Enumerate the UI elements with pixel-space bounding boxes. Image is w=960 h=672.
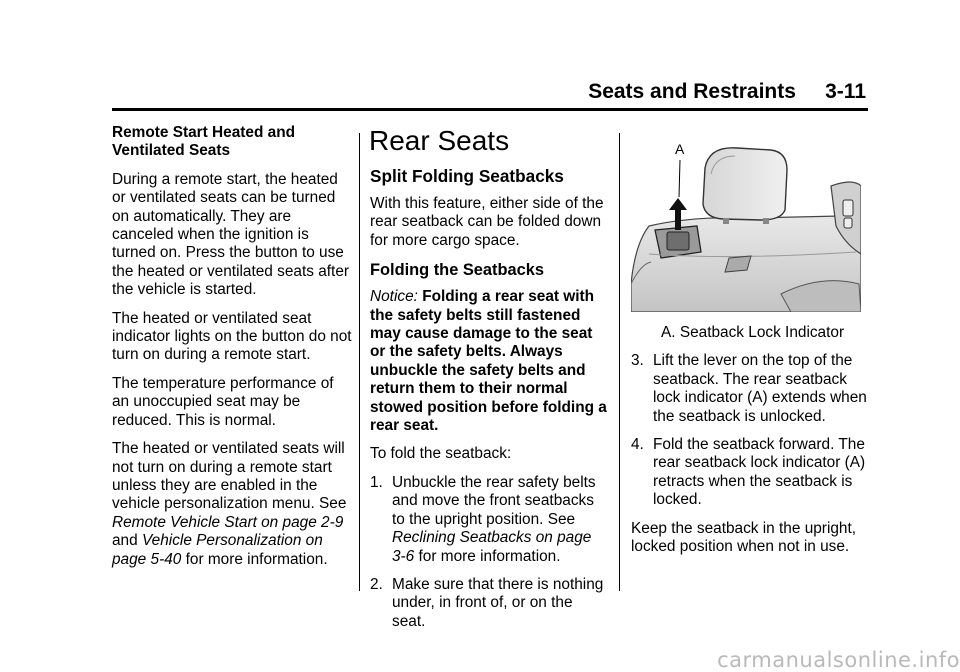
- remote-start-subheading: Remote Start Heated and Ventilated Seats: [112, 124, 296, 160]
- notice-block: [370, 288, 608, 435]
- list-number: 4.: [631, 436, 644, 454]
- paragraph: With this feature, either side of the rear seatback can be folded down for more cargo space.: [370, 195, 604, 249]
- paragraph: During a remote start, the heated or ventilated seats can be turned on automatically. They are canceled when the ignition is turned on. Press the button to use the heated or ventilated seats after the vehicle is started.: [112, 170, 349, 299]
- list-text: Make sure that there is nothing under, in front of, or on the seat.: [392, 575, 604, 630]
- section-title-rear-seats: Rear Seats: [369, 125, 510, 156]
- conjunction: and: [112, 532, 138, 550]
- list-number: 2.: [370, 575, 383, 593]
- paragraph: The heated or ventilated seat indicator lights on the button do not turn on during a remote start.: [112, 309, 352, 364]
- seatback-illustration: [631, 134, 861, 312]
- list-text: Fold the seatback forward. The rear seatback lock indicator (A) retracts when the seatback is locked.: [653, 436, 866, 509]
- column-left: [112, 124, 352, 579]
- list-number: 1.: [370, 473, 383, 491]
- figure-caption: A. Seatback Lock Indicator: [661, 324, 845, 341]
- notice-label: Notice:: [370, 288, 418, 306]
- paragraph-text: for more information.: [185, 550, 328, 568]
- list-number: 3.: [631, 352, 644, 370]
- cross-reference-link[interactable]: Remote Vehicle Start on page 2-9: [112, 513, 344, 531]
- list-item: [370, 576, 608, 631]
- cross-reference-link[interactable]: Vehicle Personalization on page 5-40: [112, 532, 323, 568]
- paragraph: Keep the seatback in the upright, locked position when not in use.: [631, 519, 857, 556]
- list-item: [631, 352, 871, 426]
- step-text: Unbuckle the rear safety belts and move the front seatbacks to the upright position. See: [392, 473, 596, 528]
- figure-callout-label: A: [675, 141, 685, 157]
- heading-folding-seatbacks: Folding the Seatbacks: [370, 261, 544, 280]
- paragraph: To fold the seatback:: [370, 445, 512, 463]
- column-divider-1: [359, 133, 360, 591]
- page-number: 3-11: [825, 80, 866, 103]
- section-title: Seats and Restraints: [588, 80, 796, 103]
- page-header: [588, 80, 866, 104]
- cross-reference-link[interactable]: Reclining Seatbacks on page 3-6: [392, 529, 592, 565]
- paragraph: The temperature performance of an unoccupied seat may be reduced. This is normal.: [112, 374, 334, 429]
- column-middle: [370, 124, 608, 641]
- column-divider-2: [619, 133, 620, 591]
- heading-split-folding: Split Folding Seatbacks: [370, 166, 564, 186]
- list-text: [392, 474, 608, 566]
- list-item: [370, 474, 608, 566]
- notice-text: Folding a rear seat with the safety belts still fastened may cause damage to the seat or the safety belts. Always unbuckle the safety belts and return them to their normal stowed position before folding a rear seat.: [370, 288, 607, 435]
- header-rule: [112, 108, 868, 111]
- paragraph: [112, 440, 352, 569]
- list-item: [631, 436, 871, 510]
- seatback-lock-indicator-image: [631, 134, 861, 312]
- watermark: carmanualsonline.info: [717, 648, 960, 672]
- paragraph-text: The heated or ventilated seats will not turn on during a remote start unless they are enabled in the vehicle personalization menu. See: [112, 440, 347, 513]
- list-text: Lift the lever on the top of the seatback. The rear seatback lock indicator (A) extends when the seatback is unlocked.: [653, 352, 867, 425]
- step-text: for more information.: [418, 547, 561, 565]
- column-right: [631, 124, 871, 566]
